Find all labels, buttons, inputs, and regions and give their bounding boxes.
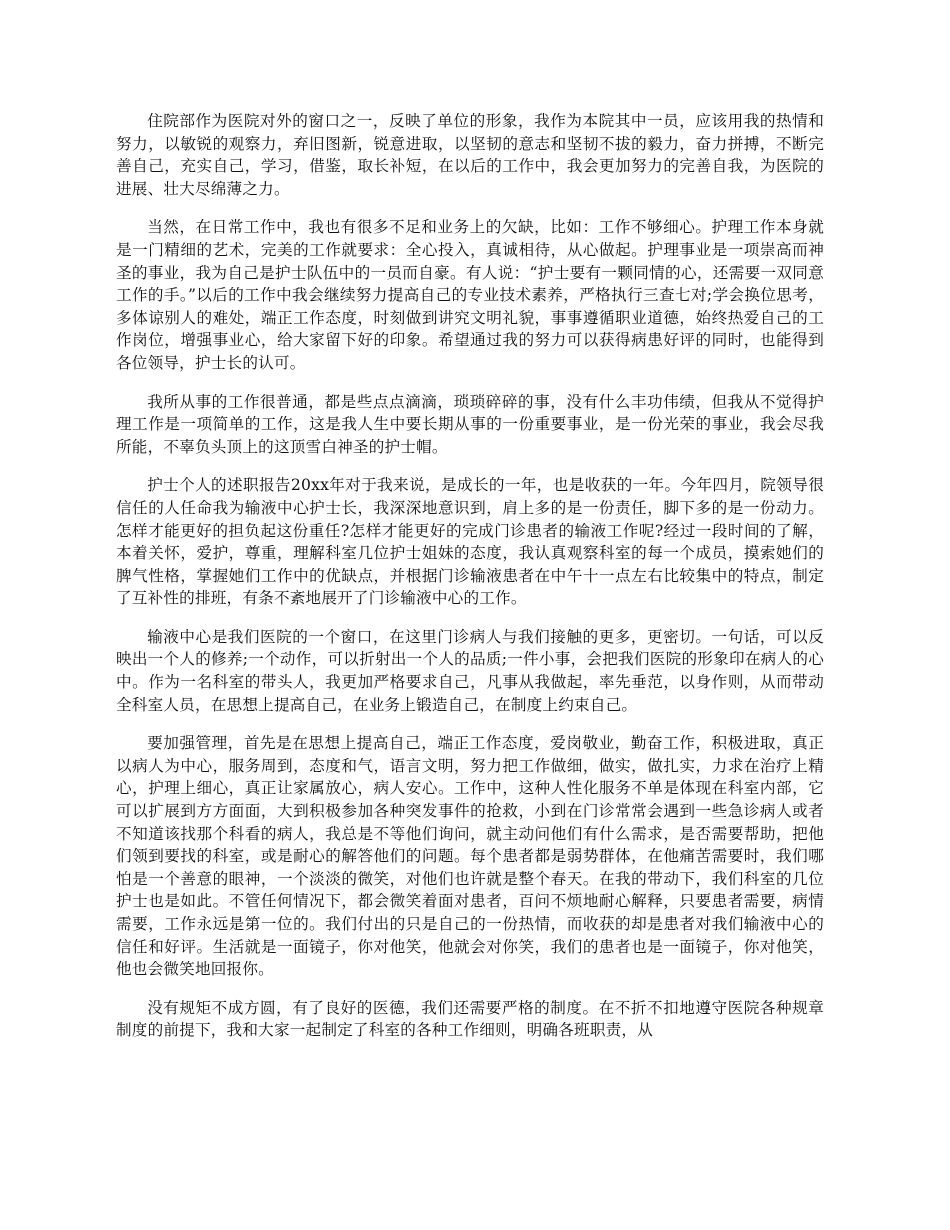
paragraph-2: 当然，在日常工作中，我也有很多不足和业务上的欠缺，比如：工作不够细心。护理工作本身就是一门精细的艺术，完美的工作就要求：全心投入，真诚相待，从心做起。护理事业是一项崇高而神圣的事业，我为自己是护士队伍中的一员而自豪。有人说：“护士要有一颗同情的心，还需要一双同意工作的手。”以后的工作中我会继续努力提高自己的专业技术素养，严格执行三查七对;学会换位思考，多体谅别人的难处，端正工作态度，时刻做到讲究文明礼貌，事事遵循职业道德，始终热爱自己的工作岗位，增强事业心，给大家留下好的印象。希望通过我的努力可以获得病患好评的同时，也能得到各位领导，护士长的认可。 xyxy=(116,218,824,372)
paragraph-5: 输液中心是我们医院的一个窗口，在这里门诊病人与我们接触的更多，更密切。一句话，可以反映出一个人的修养;一个动作，可以折射出一个人的品质;一件小事，会把我们医院的形象印在病人的心中。作为一名科室的带头人，我更加严格要求自己，凡事从我做起，率先垂范，以身作则，从而带动全科室人员，在思想上提高自己，在业务上锻造自己，在制度上约束自己。 xyxy=(116,627,824,714)
paragraph-6: 要加强管理，首先是在思想上提高自己，端正工作态度，爱岗敬业，勤奋工作，积极进取，真正以病人为中心，服务周到，态度和气，语言文明，努力把工作做细，做实，做扎实，力求在治疗上精心，护理上细心，真正让家属放心，病人安心。工作中，这种人性化服务不单是体现在科室内部，它可以扩展到方方面面，大到积极参加各种突发事件的抢救，小到在门诊常常会遇到一些急诊病人或者不知道该找那个科看的病人，我总是不等他们询问，就主动问他们有什么需求，是否需要帮助，把他们领到要找的科室，或是耐心的解答他们的问题。每个患者都是弱势群体，在他痛苦需要时，我们哪怕是一个善意的眼神，一个淡淡的微笑，对他们也许就是整个春天。在我的带动下，我们科室的几位护士也是如此。不管任何情况下，都会微笑着面对患者，百问不烦地耐心解释，只要患者需要，病情需要，工作永远是第一位的。我们付出的只是自己的一份热情，而收获的却是患者对我们输液中心的信任和好评。生活就是一面镜子，你对他笑，他就会对你笑，我们的患者也是一面镜子，你对他笑，他也会微笑地回报你。 xyxy=(116,734,824,979)
paragraph-4: 护士个人的述职报告20xx年对于我来说，是成长的一年，也是收获的一年。今年四月，院领导很信任的人任命我为输液中心护士长，我深深地意识到，肩上多的是一份责任，脚下多的是一份动力。怎样才能更好的担负起这份重任?怎样才能更好的完成门诊患者的输液工作呢?经过一段时间的了解，本着关怀，爱护，尊重，理解科室几位护士姐妹的态度，我认真观察科室的每一个成员，摸索她们的脾气性格，掌握她们工作中的优缺点，并根据门诊输液患者在中午十一点左右比较集中的特点，制定了互补性的排班，有条不紊地展开了门诊输液中心的工作。 xyxy=(116,476,824,608)
paragraph-1: 住院部作为医院对外的窗口之一，反映了单位的形象，我作为本院其中一员，应该用我的热情和努力，以敏锐的观察力，弃旧图新，锐意进取，以坚韧的意志和坚韧不拔的毅力，奋力拼搏，不断完善自己，充实自己，学习，借鉴，取长补短，在以后的工作中，我会更加努力的完善自我，为医院的进展、壮大尽绵薄之力。 xyxy=(116,112,824,198)
paragraph-7: 没有规矩不成方圆，有了良好的医德，我们还需要严格的制度。在不折不扣地遵守医院各种规章制度的前提下，我和大家一起制定了科室的各种工作细则，明确各班职责，从 xyxy=(116,998,824,1040)
paragraph-3: 我所从事的工作很普通，都是些点点滴滴，琐琐碎碎的事，没有什么丰功伟绩，但我从不觉得护理工作是一项简单的工作，这是我人生中要长期从事的一份重要事业，是一份光荣的事业，我会尽我所能，不辜负头顶上的这顶雪白神圣的护士帽。 xyxy=(116,392,824,456)
